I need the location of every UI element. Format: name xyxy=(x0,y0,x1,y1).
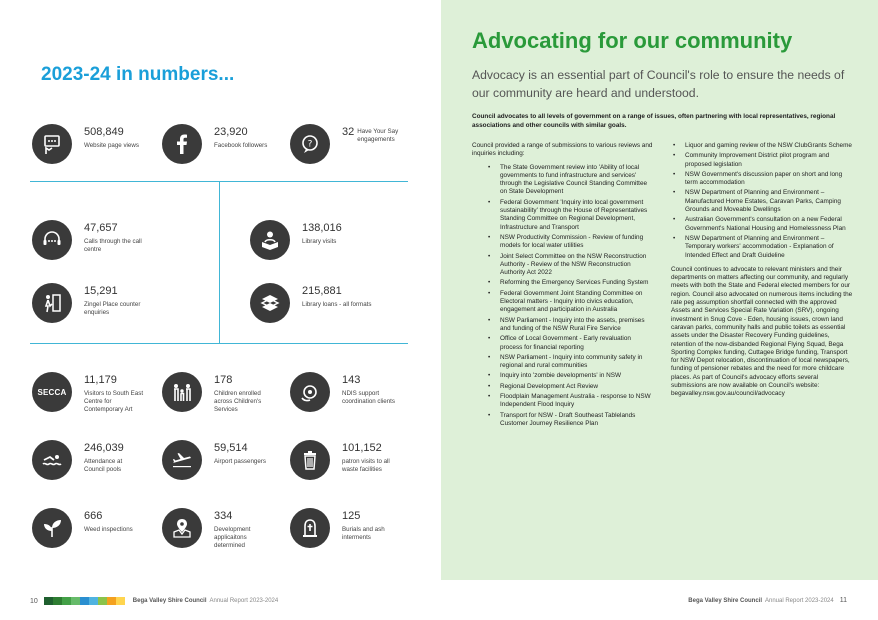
list-item: • NSW Department of Planning and Environment –Temporary workers' accommodation - Explanation of Intended Effect and Draft Guideline xyxy=(671,235,853,260)
advocacy-lead: Council advocates to all levels of government on a range of issues, often partnering with local representatives, regional associations and other councils with similar goals. xyxy=(472,113,836,129)
list-item: • Australian Government's consultation on a new Federal Government's National Housing and Homelessness Plan xyxy=(671,216,853,233)
stat-value: 101,152 xyxy=(342,442,382,454)
list-item: • Floodplain Management Australia - response to NSW Independent Flood Inquiry xyxy=(486,393,654,410)
list-item: • Joint Select Committee on the NSW Reconstruction Authority - Review of the NSW Reconstruction Authority Act 2022 xyxy=(486,253,654,278)
stat-value: 32 xyxy=(342,126,355,138)
stat-facebook xyxy=(162,124,284,164)
advocacy-subtitle: Advocacy is an essential part of Council's role to ensure the needs of our community are heard and understood. xyxy=(472,68,845,100)
list-item: • Liquor and gaming review of the NSW ClubGrants Scheme xyxy=(671,142,853,150)
stat-library-loans xyxy=(250,283,392,323)
stat-value: 125 xyxy=(342,510,361,522)
list-item: • Transport for NSW - Draft Southeast Tablelands Customer Journey Resilience Plan xyxy=(486,412,654,429)
list-item: • Regional Development Act Review xyxy=(486,383,654,391)
stat-label: Development applicaitons determined xyxy=(214,526,251,549)
facebook-icon xyxy=(162,124,202,164)
submissions-list-2 xyxy=(671,142,853,260)
leaf-icon xyxy=(32,508,72,548)
divider xyxy=(219,181,220,343)
stat-value: 246,039 xyxy=(84,442,124,454)
stat-label: Facebook followers xyxy=(214,142,268,149)
stat-label: Children enrolled across Children's Services xyxy=(214,390,262,413)
list-item: • Community Improvement District pilot program and proposed legislation xyxy=(671,152,853,169)
stat-value: 178 xyxy=(214,374,233,386)
submissions-intro: Council provided a range of submissions to various reviews and inquiries including: xyxy=(472,142,653,158)
stat-label: Website page views xyxy=(84,142,139,149)
stat-label: Library loans - all formats xyxy=(302,301,372,308)
footer-council: Bega Valley Shire Council xyxy=(688,597,762,604)
stat-value: 215,881 xyxy=(302,285,342,297)
swimmer-icon xyxy=(32,440,72,480)
stat-value: 11,179 xyxy=(84,374,117,386)
headstone-icon xyxy=(290,508,330,548)
stat-label: Burials and ash interments xyxy=(342,526,385,541)
stat-label: Attendance at Council pools xyxy=(84,458,123,473)
stat-development xyxy=(162,508,269,550)
stat-label: Have Your Say engagements xyxy=(357,128,399,143)
stat-value: 138,016 xyxy=(302,222,342,234)
stat-weeds xyxy=(32,508,154,548)
stat-pools xyxy=(32,440,144,480)
footer-report: Annual Report 2023-2024 xyxy=(209,598,279,604)
stat-value: 508,849 xyxy=(84,126,124,138)
call-centre-icon xyxy=(32,220,72,260)
bin-icon xyxy=(290,440,330,480)
stat-label: Visitors to South East Centre for Contemporary Art xyxy=(84,390,144,413)
stat-label: Library visits xyxy=(302,238,337,245)
list-item: • NSW Government's discussion paper on short and long term accommodation xyxy=(671,171,853,188)
advocacy-column-1 xyxy=(472,142,654,430)
advocacy-title: Advocating for our community xyxy=(472,28,793,53)
stat-label: Weed inspections xyxy=(84,526,133,533)
speech-question-icon xyxy=(290,124,330,164)
stat-value: 47,657 xyxy=(84,222,118,234)
svg-text:?: ? xyxy=(307,139,313,150)
list-item: • Federal Government Joint Standing Committee on Electoral matters - Inquiry into civics education, engagement and participation in Australia xyxy=(486,290,654,315)
list-item: • The State Government review into 'Ability of local governments to fund infrastructure and services' through the Legislative Council Standing Committee on State Development xyxy=(486,164,654,197)
list-item: • NSW Parliament - Inquiry into community safety in regional and rural communities xyxy=(486,354,654,371)
stat-children xyxy=(162,372,276,414)
stat-ndis xyxy=(290,372,397,412)
stat-label: NDIS support coordination clients xyxy=(342,390,395,405)
stat-waste xyxy=(290,440,402,480)
stat-counter xyxy=(32,283,149,323)
stat-value: 23,920 xyxy=(214,126,248,138)
list-item: • NSW Department of Planning and Environment – Manufactured Home Estates, Caravan Parks, Camping Grounds and Moveable Dwellings xyxy=(671,189,853,214)
advocacy-panel xyxy=(441,0,878,580)
list-item: • Inquiry into 'zombie developments' in NSW xyxy=(486,372,654,380)
stat-calls xyxy=(32,220,159,260)
divider xyxy=(30,343,408,344)
airplane-icon xyxy=(162,440,202,480)
right-footer xyxy=(688,597,847,604)
advocacy-column-2 xyxy=(671,142,853,399)
right-page xyxy=(439,0,878,620)
books-icon xyxy=(250,283,290,323)
stat-library-visits xyxy=(250,220,372,260)
list-item: • Federal Government 'Inquiry into local government sustainability' through the House of Representatives Standing Committee on Regional Development, Infrastructure and Transport xyxy=(486,199,654,232)
list-item: • NSW Productivity Commission - Review of funding models for local water utilities xyxy=(486,234,654,251)
list-item: • Reforming the Emergency Services Funding System xyxy=(486,279,654,287)
stat-value: 334 xyxy=(214,510,233,522)
stat-website xyxy=(32,124,144,164)
reader-icon xyxy=(250,220,290,260)
stat-value: 59,514 xyxy=(214,442,248,454)
list-item: • NSW Parliament - Inquiry into the assets, premises and funding of the NSW Rural Fire Service xyxy=(486,317,654,334)
list-item: • Office of Local Government - Early revaluation process for financial reporting xyxy=(486,335,654,352)
footer-report: Annual Report 2023-2024 xyxy=(765,597,834,604)
support-hands-icon xyxy=(290,372,330,412)
map-pin-icon xyxy=(162,508,202,548)
footer-council: Bega Valley Shire Council xyxy=(132,598,207,604)
web-click-icon xyxy=(32,124,72,164)
stat-burials xyxy=(290,508,397,548)
stat-value: 666 xyxy=(84,510,103,522)
secca-icon-text: SECCA xyxy=(37,387,67,397)
numbers-title: 2023-24 in numbers... xyxy=(41,64,235,85)
stat-label: Calls through the call centre xyxy=(84,238,142,253)
stat-airport xyxy=(162,440,284,480)
left-footer xyxy=(30,597,278,605)
colour-stripes xyxy=(44,597,125,605)
stat-haveyoursay xyxy=(290,124,427,164)
stat-label: patron visits to all waste facilities xyxy=(342,458,390,473)
stat-label: Zingel Place counter enquiries xyxy=(84,301,141,316)
page-number: 10 xyxy=(30,597,38,605)
stat-value: 15,291 xyxy=(84,285,118,297)
page-number: 11 xyxy=(839,597,847,604)
advocacy-closing: Council continues to advocate to relevant ministers and their departments on matters affecting our community, and regularly meets with both the State and Federal elected members for our region. Council also advocated on numerous items including the rate peg assumption shortfall connected with the approved Assets and Services Special Rate Variation (SRV), ongoing investment in Snug Cove - Eden, housing issues, crown land caravan parks, community halls and public toilets as essential assets under the Disaster Recovery Funding guidelines, retention of the now-disbanded Regional Flying Squad, Bega Sporting Complex funding, Cuttagee Bridge funding, Transport for NSW Depot relocation, discontinuation of local newspapers, funding of pensioner rebates and the need for more childcare places. As part of Council's advocacy efforts several submissions are now available on Council's website: begavalley.nsw.gov.au/council/advocacy xyxy=(671,265,853,398)
submissions-list-1 xyxy=(472,164,654,429)
stat-value: 143 xyxy=(342,374,361,386)
stat-label: Airport passengers xyxy=(214,458,266,465)
stat-secca xyxy=(32,372,152,414)
door-person-icon xyxy=(32,283,72,323)
family-icon xyxy=(162,372,202,412)
secca-logo-icon xyxy=(32,372,72,412)
